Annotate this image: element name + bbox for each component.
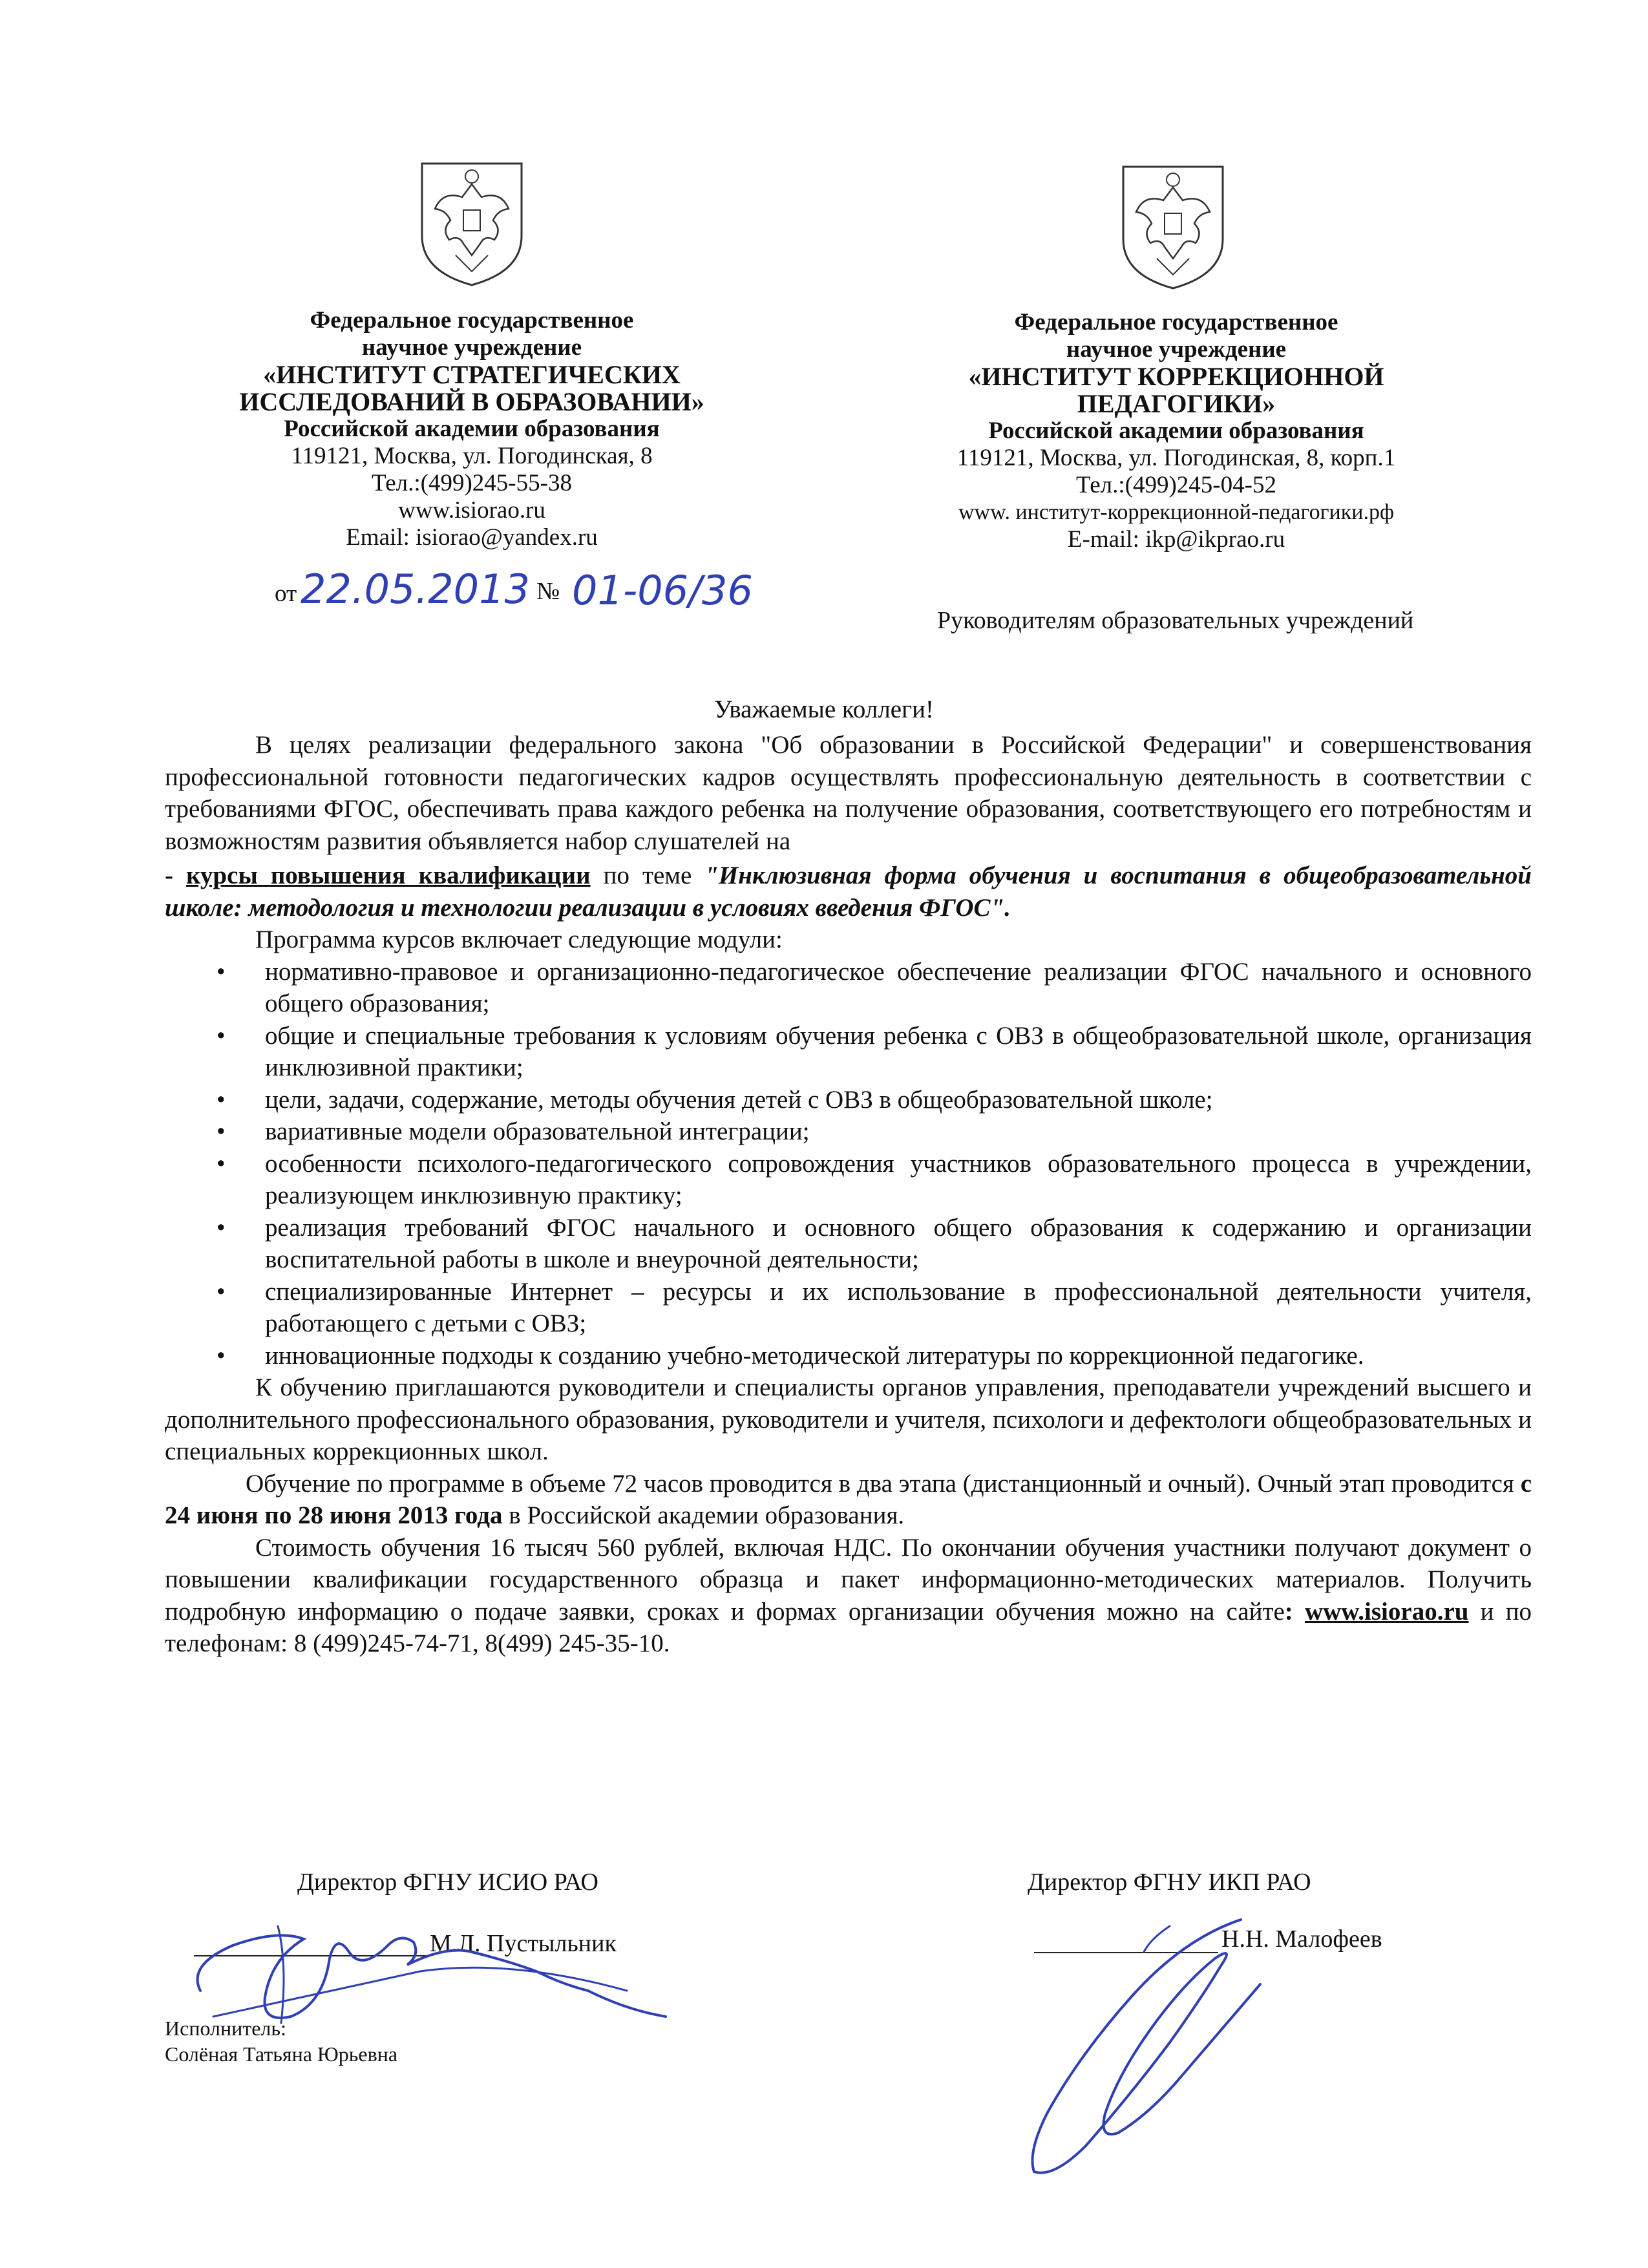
course-paragraph <box>165 860 1532 924</box>
left-header-line3: «ИНСТИТУТ СТРАТЕГИЧЕСКИХ <box>263 360 681 389</box>
executor-name: Солёная Татьяна Юрьевна <box>165 2042 398 2066</box>
left-header-line2: научное учреждение <box>361 334 582 361</box>
list-item: • особенности психолого-педагогического сопровождения участников образовательного процесса в учреждении, реализующем инклюзивную практику; <box>165 1148 1532 1212</box>
right-institution-header <box>885 309 1467 553</box>
list-item: • реализация требований ФГОС начального и основного общего образования к содержанию и организации воспитательной работы в школе и внеурочной деятельности; <box>165 1212 1532 1276</box>
intro-paragraph: В целях реализации федерального закона "Об образовании в Российской Федерации" и совершенствования профессиональной готовности педагогических кадров осуществлять профессиональную деятельность в соответствии с требованиями ФГОС, обеспечивать права каждого ребенка на получение образования, соответствующего его потребностям и возможностям развития объявляется набор слушателей на <box>165 731 1532 855</box>
module-list <box>165 956 1532 1372</box>
left-header-line5: Российской академии образования <box>284 416 660 442</box>
number-value: 01-06/36 <box>572 567 753 614</box>
right-signatory-title: Директор ФГНУ ИКП РАО <box>1028 1869 1311 1896</box>
list-item: • нормативно-правовое и организационно-педагогическое обеспечение реализации ФГОС начального и основного общего образования; <box>165 956 1532 1020</box>
left-signatory-name: М.Л. Пустыльник <box>430 1930 617 1957</box>
date-value: 22.05.2013 <box>301 566 530 613</box>
left-header-site: www.isiorao.ru <box>398 497 545 524</box>
cost-colon: : <box>1284 1597 1305 1626</box>
signature-icon <box>174 1894 692 2055</box>
registration-line <box>275 566 792 614</box>
coat-of-arms-icon <box>417 158 527 288</box>
executor-label: Исполнитель: <box>165 2017 286 2040</box>
coat-of-arms-icon <box>1118 162 1228 291</box>
course-topic-prefix: по теме <box>590 862 705 889</box>
right-header-address: 119121, Москва, ул. Погодинская, 8, корп.1 <box>956 445 1396 471</box>
right-header-line2: научное учреждение <box>1066 336 1287 363</box>
letter-body <box>165 729 1532 1660</box>
right-header-line1: Федеральное государственное <box>1014 309 1338 335</box>
invite-paragraph: К обучению приглашаются руководители и специалисты органов управления, преподаватели учреждений высшего и дополнительного профессионального образования, руководители и учителя, психологи и дефектологи общеобразовательных и специальных коррекционных школ. <box>165 1373 1532 1465</box>
cost-paragraph <box>165 1532 1532 1660</box>
course-label: курсы повышения квалификации <box>185 862 591 889</box>
list-item: • инновационные подходы к созданию учебно-методической литературы по коррекционной педагогике. <box>165 1340 1532 1372</box>
right-header-line5: Российской академии образования <box>988 418 1364 444</box>
salutation: Уважаемые коллеги! <box>714 695 934 723</box>
left-header-address: 119121, Москва, ул. Погодинская, 8 <box>291 443 653 469</box>
left-institution-header <box>194 307 750 551</box>
schedule-dates: с 24 июня по 28 июня 2013 года <box>165 1469 1532 1529</box>
cost-part1: Стоимость обучения 16 тысяч 560 рублей, включая НДС. По окончании обучения участники получают документ о повышении квалификации государственного образца и пакет информационно-методических материалов. Получить подробную информацию о подаче заявки, сроках и формах организации обучения можно на сайте <box>165 1533 1532 1626</box>
list-item: • специализированные Интернет – ресурсы и их использование в профессиональной деятельности учителя, работающего с детьми с ОВЗ; <box>165 1276 1532 1340</box>
schedule-paragraph <box>165 1468 1532 1532</box>
right-header-line4: ПЕДАГОГИКИ» <box>1077 389 1276 418</box>
date-prefix: от <box>275 580 297 607</box>
left-header-line4: ИССЛЕДОВАНИЙ В ОБРАЗОВАНИИ» <box>239 387 704 416</box>
right-header-site: www. институт-коррекционной-педагогики.рф <box>958 500 1394 524</box>
list-item: • вариативные модели образовательной интеграции; <box>165 1116 1532 1148</box>
cost-site-link[interactable]: www.isiorao.ru <box>1304 1597 1469 1626</box>
cost-part2: и по телефонам: 8 (499)245-74-71, 8(499) 245-35-10. <box>165 1597 1532 1657</box>
schedule-part2: в Российской академии образования. <box>502 1501 905 1529</box>
addressee: Руководителям образовательных учреждений <box>937 607 1414 634</box>
right-header-email: E-mail: ikp@ikprao.ru <box>1067 526 1285 553</box>
schedule-part1: Обучение по программе в объеме 72 часов проводится в два этапа (дистанционный и очный). Очный этап проводится <box>246 1469 1521 1498</box>
left-header-line1: Федеральное государственное <box>310 307 634 334</box>
right-header-phone: Тел.:(499)245-04-52 <box>1076 472 1276 498</box>
program-intro: Программа курсов включает следующие модули: <box>255 926 783 953</box>
list-item: • цели, задачи, содержание, методы обучения детей с ОВЗ в общеобразовательной школе; <box>165 1084 1532 1116</box>
course-dash: - <box>165 862 186 889</box>
left-header-email: Email: isiorao@yandex.ru <box>346 524 598 551</box>
list-item: • общие и специальные требования к условиям обучения ребенка с ОВЗ в общеобразовательной школе, организация инклюзивной практики; <box>165 1020 1532 1084</box>
signature-icon <box>937 1900 1299 2185</box>
number-prefix: № <box>536 578 560 605</box>
left-header-phone: Тел.:(499)245-55-38 <box>372 470 572 496</box>
left-signatory-title: Директор ФГНУ ИСИО РАО <box>297 1869 598 1896</box>
right-signatory-name: Н.Н. Малофеев <box>1221 1925 1382 1953</box>
course-topic: "Инклюзивная форма обучения и воспитания в общеобразовательной школе: методология и технологии реализации в условиях введения ФГОС". <box>165 862 1532 922</box>
right-header-line3: «ИНСТИТУТ КОРРЕКЦИОННОЙ <box>968 362 1384 391</box>
